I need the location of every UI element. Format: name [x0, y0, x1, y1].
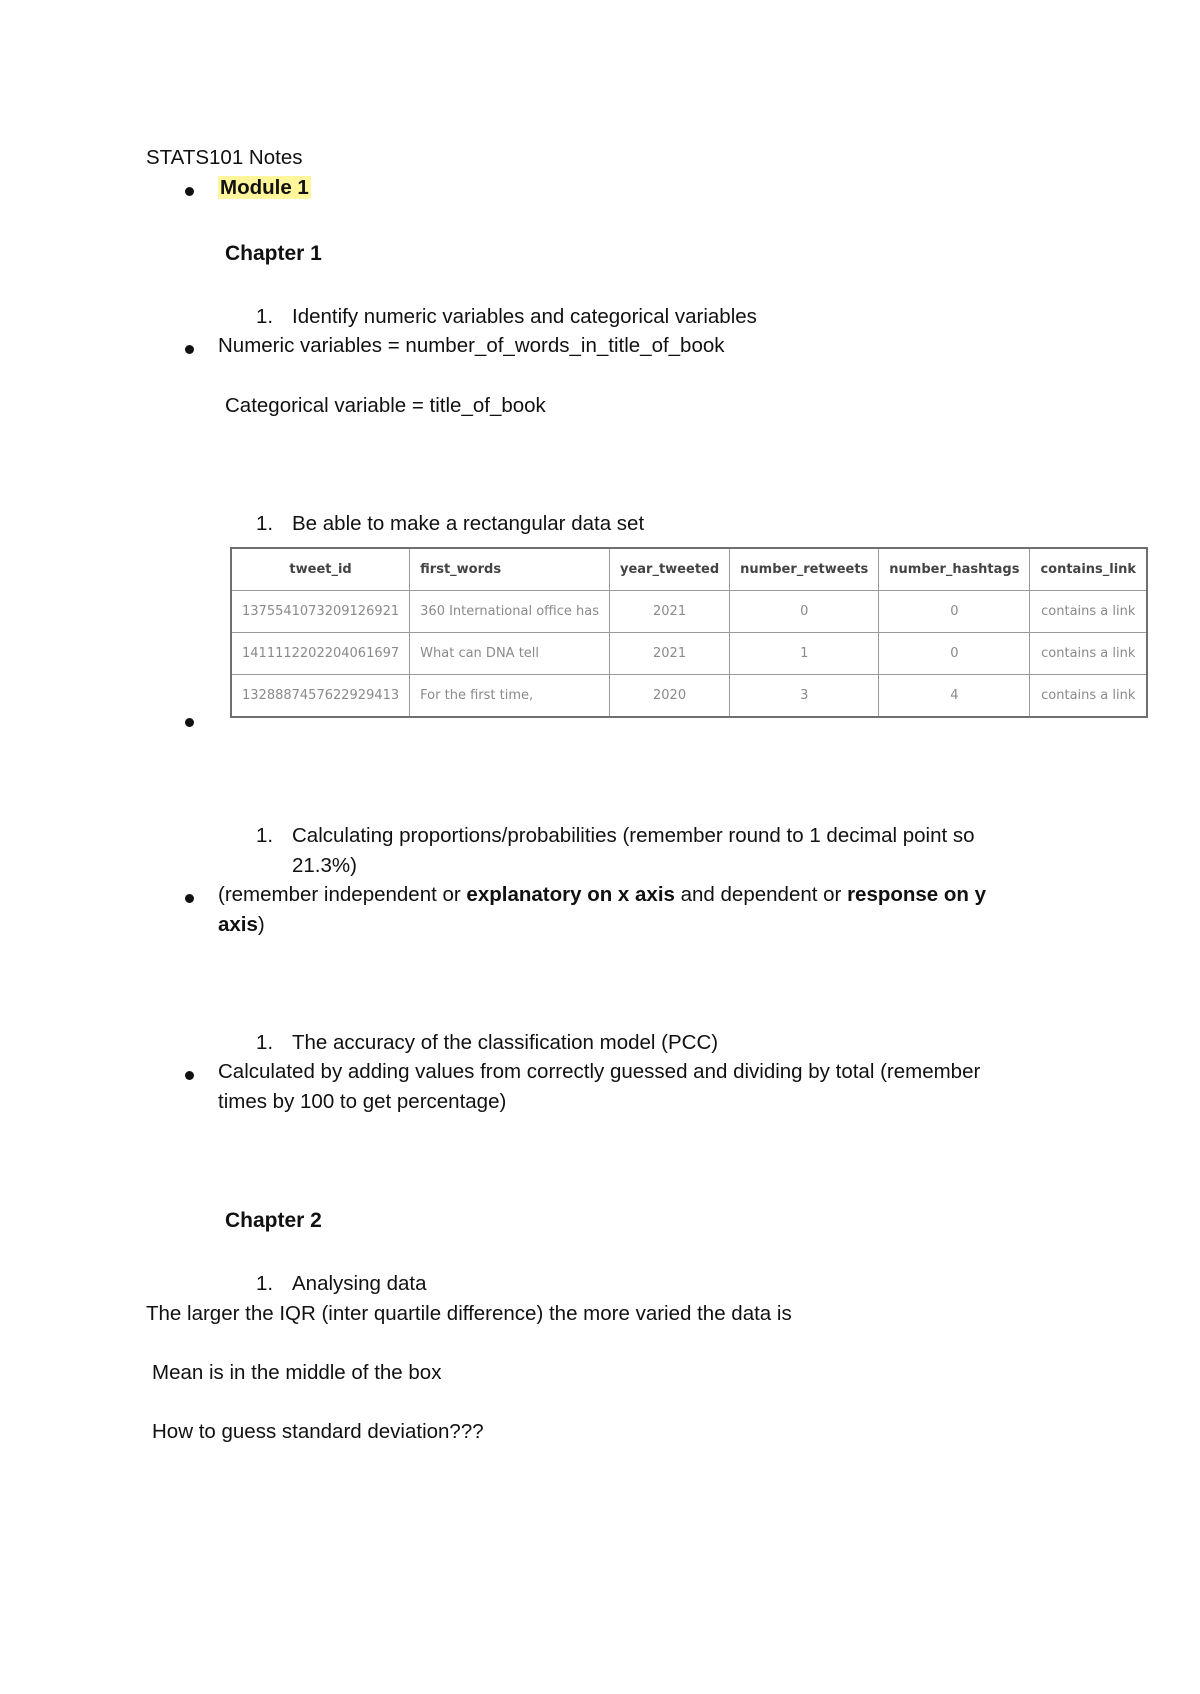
- table-row: [231, 633, 1147, 675]
- chapter1-heading: Chapter 1: [225, 242, 322, 265]
- bullet-icon: [185, 345, 194, 354]
- rectangular-data-table: [230, 547, 1148, 718]
- list-item-accuracy: The accuracy of the classification model (PCC): [292, 1031, 719, 1054]
- table-cell: 3: [730, 675, 879, 718]
- table-cell: What can DNA tell: [410, 633, 610, 675]
- explanatory-axis-text: explanatory on x axis: [466, 883, 675, 906]
- axis-reminder-text: ): [257, 913, 265, 936]
- list-number: 1.: [256, 1272, 274, 1295]
- list-item-proportions-line1: Calculating proportions/probabilities (remember round to 1 decimal point so: [292, 824, 975, 847]
- bullet-icon: [185, 187, 194, 196]
- module-heading: [218, 176, 311, 201]
- table-cell: 1375541073209126921: [231, 591, 410, 633]
- list-item-rectangular-data: Be able to make a rectangular data set: [292, 512, 645, 535]
- bullet-icon: [185, 1071, 194, 1080]
- categorical-variable-text: Categorical variable = title_of_book: [225, 394, 546, 417]
- document-title: STATS101 Notes: [146, 146, 303, 169]
- table-cell: 2021: [609, 633, 729, 675]
- response-axis-text: axis: [218, 913, 258, 936]
- table-cell: 0: [879, 591, 1030, 633]
- sd-note: How to guess standard deviation???: [152, 1420, 484, 1443]
- module-label: Module 1: [220, 176, 309, 199]
- numeric-variables-text: Numeric variables = number_of_words_in_title_of_book: [218, 334, 725, 357]
- table-cell: 1328887457622929413: [231, 675, 410, 718]
- table-cell: 4: [879, 675, 1030, 718]
- table-cell: 1411112202204061697: [231, 633, 410, 675]
- list-number: 1.: [256, 305, 274, 328]
- list-number: 1.: [256, 824, 274, 847]
- bullet-icon: [185, 718, 194, 727]
- chapter2-heading: Chapter 2: [225, 1209, 322, 1232]
- axis-reminder-line1: [218, 883, 986, 908]
- axis-reminder-line2: [218, 913, 265, 938]
- table-cell: 2020: [609, 675, 729, 718]
- column-header: number_retweets: [730, 548, 879, 591]
- table-cell: contains a link: [1030, 633, 1147, 675]
- list-number: 1.: [256, 512, 274, 535]
- column-header: tweet_id: [231, 548, 410, 591]
- accuracy-explanation-line2: times by 100 to get percentage): [218, 1090, 507, 1113]
- table-cell: 2021: [609, 591, 729, 633]
- table-cell: For the first time,: [410, 675, 610, 718]
- table-header-row: [231, 548, 1147, 591]
- response-axis-text: response on y: [847, 883, 987, 906]
- table-cell: 1: [730, 633, 879, 675]
- table-cell: 0: [730, 591, 879, 633]
- mean-note: Mean is in the middle of the box: [152, 1361, 442, 1384]
- column-header: first_words: [410, 548, 610, 591]
- table-cell: contains a link: [1030, 591, 1147, 633]
- table-cell: 0: [879, 633, 1030, 675]
- list-number: 1.: [256, 1031, 274, 1054]
- column-header: number_hashtags: [879, 548, 1030, 591]
- table-row: [231, 591, 1147, 633]
- column-header: year_tweeted: [609, 548, 729, 591]
- axis-reminder-text: (remember independent or: [218, 883, 467, 906]
- table-cell: 360 International office has: [410, 591, 610, 633]
- list-item-proportions-line2: 21.3%): [292, 854, 357, 877]
- table-row: [231, 675, 1147, 718]
- accuracy-explanation-line1: Calculated by adding values from correctly guessed and dividing by total (remember: [218, 1060, 981, 1083]
- bullet-icon: [185, 894, 194, 903]
- iqr-note: The larger the IQR (inter quartile difference) the more varied the data is: [146, 1302, 792, 1325]
- list-item-analysing-data: Analysing data: [292, 1272, 427, 1295]
- list-item-identify-variables: Identify numeric variables and categorical variables: [292, 305, 757, 328]
- column-header: contains_link: [1030, 548, 1147, 591]
- axis-reminder-text: and dependent or: [674, 883, 848, 906]
- table-cell: contains a link: [1030, 675, 1147, 718]
